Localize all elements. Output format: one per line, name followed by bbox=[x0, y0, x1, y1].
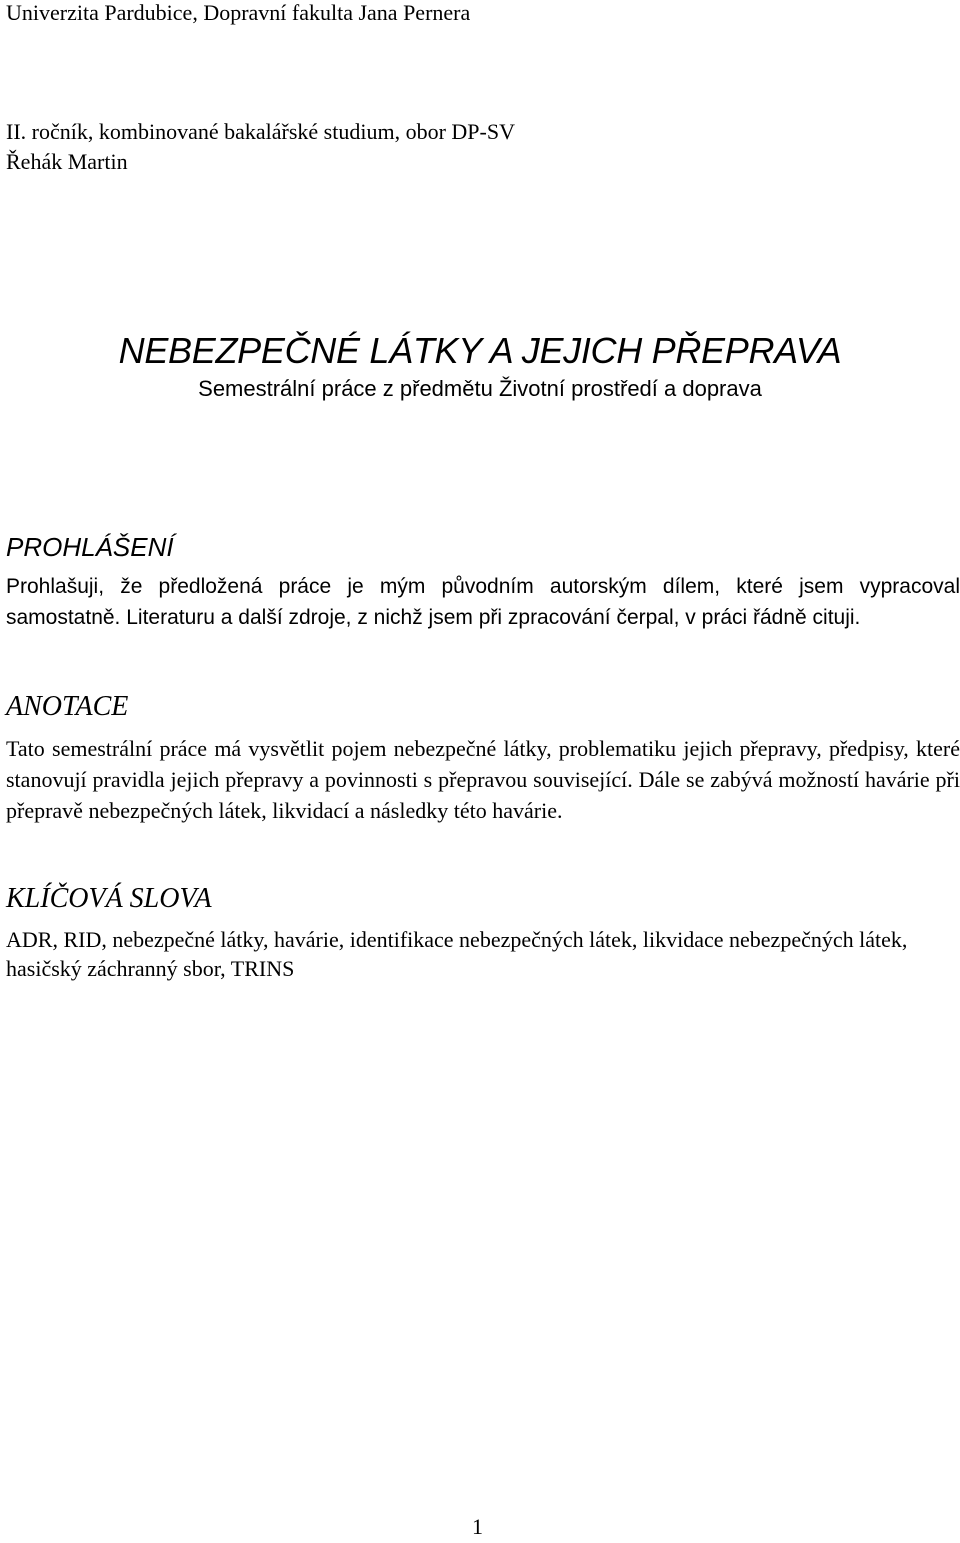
document-subtitle: Semestrální práce z předmětu Životní prostředí a doprava bbox=[198, 376, 762, 401]
declaration-heading: PROHLÁŠENÍ bbox=[6, 532, 174, 562]
document-title: NEBEZPEČNÉ LÁTKY A JEJICH PŘEPRAVA bbox=[118, 330, 842, 371]
keywords-heading: KLÍČOVÁ SLOVA bbox=[6, 883, 212, 914]
declaration-text: Prohlašuji, že předložená práce je mým původním autorským dílem, které jsem vypracoval samostatně. Literaturu a další zdroje, z nichž jsem při zpracování čerpal, v práci řádně cituji. bbox=[6, 575, 960, 629]
annotation-heading: ANOTACE bbox=[6, 691, 129, 722]
page-number: 1 bbox=[472, 1514, 483, 1539]
university-name: Univerzita Pardubice, Dopravní fakulta Jana Pernera bbox=[6, 0, 471, 25]
keywords-text: ADR, RID, nebezpečné látky, havárie, identifikace nebezpečných látek, likvidace nebezpečných látek, hasičský záchranný sbor, TRINS bbox=[6, 927, 908, 981]
annotation-text: Tato semestrální práce má vysvětlit pojem nebezpečné látky, problematiku jejich přepravy, předpisy, které stanovují pravidla jejich přepravy a povinnosti s přepravou související. Dále se zabývá možností havárie při přepravě nebezpečných látek, likvidací a následky této havárie. bbox=[6, 736, 960, 823]
author-name: Řehák Martin bbox=[6, 149, 128, 174]
study-info: II. ročník, kombinované bakalářské studium, obor DP-SV bbox=[6, 119, 515, 144]
